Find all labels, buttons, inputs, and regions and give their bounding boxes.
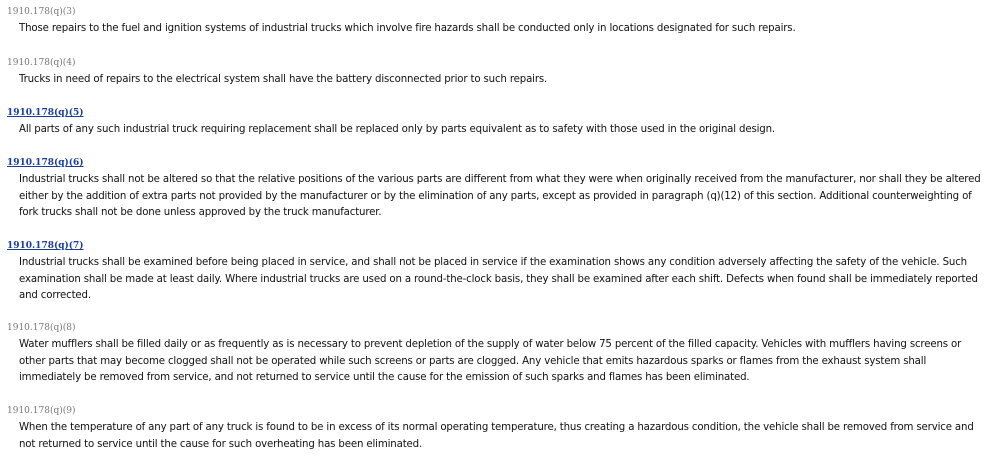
section-text: All parts of any such industrial truck requiring replacement shall be replaced only by parts equivalent as to safety with those used in the original design. [19,124,776,135]
section-reference-link[interactable]: 1910.178(q)(6) [7,158,84,168]
section-reference-link[interactable]: 1910.178(q)(7) [7,241,84,251]
section-reference: 1910.178(q)(4) [7,58,76,68]
section-text: Industrial trucks shall not be altered so that the relative positions of the various parts are different from what they were when originally received from the manufacturer, nor shall they be altered either by the addition of extra parts not provided by the manufacturer or by the elimination of any parts, except as provided in paragraph (q)(12) of this section. Additional counterweighting of fork trucks shall not be done unless approved by the truck manufacturer. [19,174,981,218]
section-text: Those repairs to the fuel and ignition systems of industrial trucks which involve fire hazards shall be conducted only in locations designated for such repairs. [19,23,796,34]
section-reference: 1910.178(q)(8) [7,323,76,333]
section-text: Trucks in need of repairs to the electrical system shall have the battery disconnected prior to such repairs. [19,74,548,85]
section-reference: 1910.178(q)(9) [7,406,76,416]
section-reference: 1910.178(q)(3) [7,7,76,17]
section-text: Industrial trucks shall be examined before being placed in service, and shall not be placed in service if the examination shows any condition adversely affecting the safety of the vehicle. Such examination shall be made at least daily. Where industrial trucks are used on a round-the-clock basis, they shall be examined after each shift. Defects when found shall be immediately reported and corrected. [19,257,978,301]
section-text: Water mufflers shall be filled daily or as frequently as is necessary to prevent depletion of the supply of water below 75 percent of the filled capacity. Vehicles with mufflers having screens or other parts that may become clogged shall not be operated while such screens or parts are clogged. Any vehicle that emits hazardous sparks or flames from the exhaust system shall immediately be removed from service, and not returned to service until the cause for the emission of such sparks and flames has been eliminated. [19,339,962,383]
section-reference-link[interactable]: 1910.178(q)(5) [7,108,84,118]
section-text: When the temperature of any part of any truck is found to be in excess of its normal operating temperature, thus creating a hazardous condition, the vehicle shall be removed from service and not returned to service until the cause for such overheating has been eliminated. [19,422,974,450]
